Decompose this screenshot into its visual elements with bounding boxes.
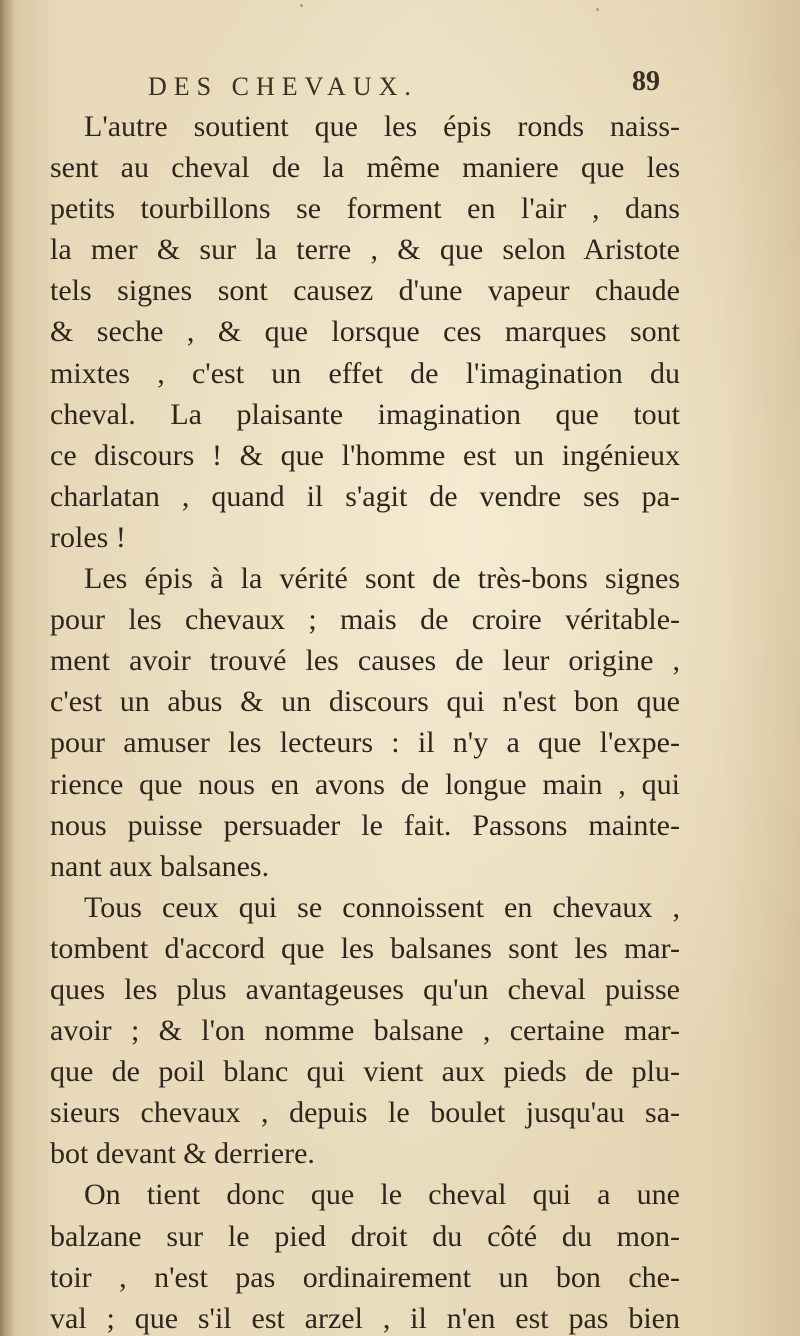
text-line: petits tourbillons se forment en l'air , dans — [50, 192, 680, 226]
text-line: avoir ; & l'on nomme balsane , certaine mar- — [50, 1014, 680, 1048]
text-line: la mer & sur la terre , & que selon Aristote — [50, 233, 680, 267]
text-line: toir , n'est pas ordinairement un bon che- — [50, 1260, 680, 1294]
body-text — [50, 106, 680, 1336]
text-line: que de poil blanc qui vient aux pieds de plu- — [50, 1055, 680, 1089]
text-line: ment avoir trouvé les causes de leur origine , — [50, 644, 680, 678]
text-line: c'est un abus & un discours qui n'est bon que — [50, 685, 680, 719]
text-line: tombent d'accord que les balsanes sont les mar- — [50, 931, 680, 965]
text-line: rience que nous en avons de longue main , qui — [50, 767, 680, 801]
running-head: DES CHEVAUX. — [148, 72, 418, 101]
text-line: charlatan , quand il s'agit de vendre ses pa- — [50, 479, 680, 513]
text-line: & seche , & que lorsque ces marques sont — [50, 315, 680, 349]
text-line: sieurs chevaux , depuis le boulet jusqu'au sa- — [50, 1096, 680, 1130]
page-gutter — [0, 0, 14, 1336]
ink-speck — [424, 1276, 427, 1279]
text-line: cheval. La plaisante imagination que tout — [50, 397, 680, 431]
text-line: tels signes sont causez d'une vapeur chaude — [50, 274, 680, 308]
page-number: 89 — [632, 66, 660, 97]
text-line: sent au cheval de la même maniere que les — [50, 151, 680, 185]
text-line: pour les chevaux ; mais de croire véritable- — [50, 603, 680, 637]
text-line: pour amuser les lecteurs : il n'y a que l'expe- — [50, 726, 680, 760]
text-line: ce discours ! & que l'homme est un ingénieux — [50, 438, 680, 472]
text-line: balzane sur le pied droit du côté du mon- — [50, 1219, 680, 1253]
text-line: Les épis à la vérité sont de très-bons signes — [84, 562, 680, 596]
text-line: ques les plus avantageuses qu'un cheval puisse — [50, 972, 680, 1006]
text-line: bot devant & derriere. — [50, 1137, 315, 1171]
text-line: nous puisse persuader le fait. Passons mainte- — [50, 808, 680, 842]
text-line: roles ! — [50, 520, 126, 554]
ink-speck — [300, 4, 303, 7]
text-line: val ; que s'il est arzel , il n'en est pas bien — [50, 1301, 680, 1335]
ink-speck — [596, 8, 599, 11]
text-line: nant aux balsanes. — [50, 849, 270, 883]
text-line: Tous ceux qui se connoissent en chevaux , — [84, 890, 680, 924]
text-line: On tient donc que le cheval qui a une — [84, 1178, 680, 1212]
text-line: mixtes , c'est un effet de l'imagination du — [50, 356, 680, 390]
text-line: L'autre soutient que les épis ronds naiss- — [84, 110, 680, 143]
